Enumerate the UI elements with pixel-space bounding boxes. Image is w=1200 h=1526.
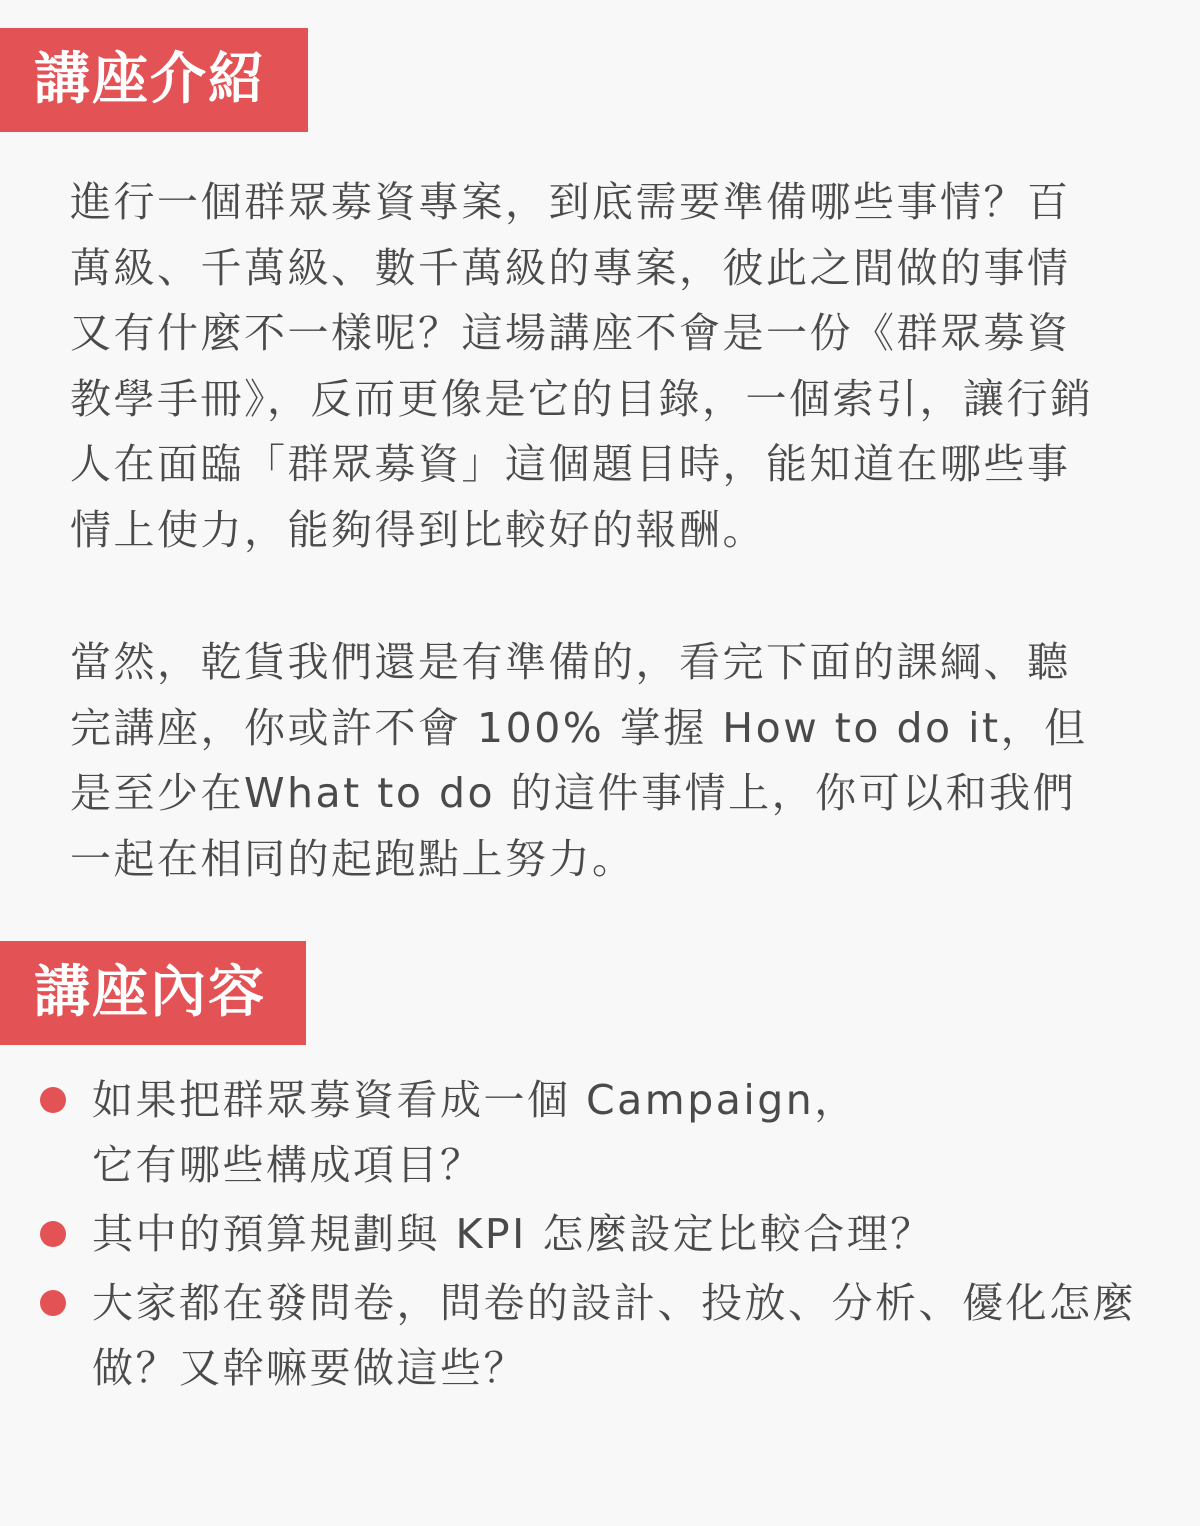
section-title-content: 講座內容 [0,941,306,1045]
intro-paragraph-2 [70,630,1130,892]
paragraph-line: 進行一個群眾募資專案，到底需要準備哪些事情？百 [70,178,1071,226]
list-item [40,1271,1160,1401]
paragraph-line: 情上使力，能夠得到比較好的報酬。 [70,505,766,554]
paragraph-line: 萬級、千萬級、數千萬級的專案，彼此之間做的事情 [70,243,1071,292]
paragraph-line: 是至少在What to do 的這件事情上，你可以和我們 [70,769,1077,817]
paragraph-line: 人在面臨「群眾募資」這個題目時，能知道在哪些事 [70,440,1071,488]
intro-paragraph-1 [70,170,1130,563]
paragraph-line: 又有什麼不一樣呢？這場講座不會是一份《群眾募資 [70,309,1071,357]
list-item [40,1202,1160,1267]
bullet-line: 做？又幹嘛要做這些？ [92,1344,527,1392]
bullet-dot-icon [40,1221,66,1247]
paragraph-line: 當然，乾貨我們還是有準備的，看完下面的課綱、聽 [70,638,1071,686]
content-bullet-list [40,1068,1160,1401]
bullet-line: 它有哪些構成項目？ [92,1141,484,1189]
list-item [40,1068,1160,1198]
bullet-dot-icon [40,1290,66,1316]
bullet-line: 其中的預算規劃與 KPI 怎麼設定比較合理？ [92,1210,934,1258]
bullet-line: 大家都在發問卷，問卷的設計、投放、分析、優化怎麼 [92,1279,1136,1327]
bullet-dot-icon [40,1087,66,1113]
paragraph-line: 教學手冊》，反而更像是它的目錄，一個索引，讓行銷 [70,374,1094,423]
section-title-intro: 講座介紹 [0,28,308,132]
bullet-line: 如果把群眾募資看成一個 Campaign， [92,1076,858,1124]
paragraph-line: 完講座，你或許不會 100% 掌握 How to do it，但 [70,703,1088,752]
paragraph-line: 一起在相同的起跑點上努力。 [70,834,636,883]
